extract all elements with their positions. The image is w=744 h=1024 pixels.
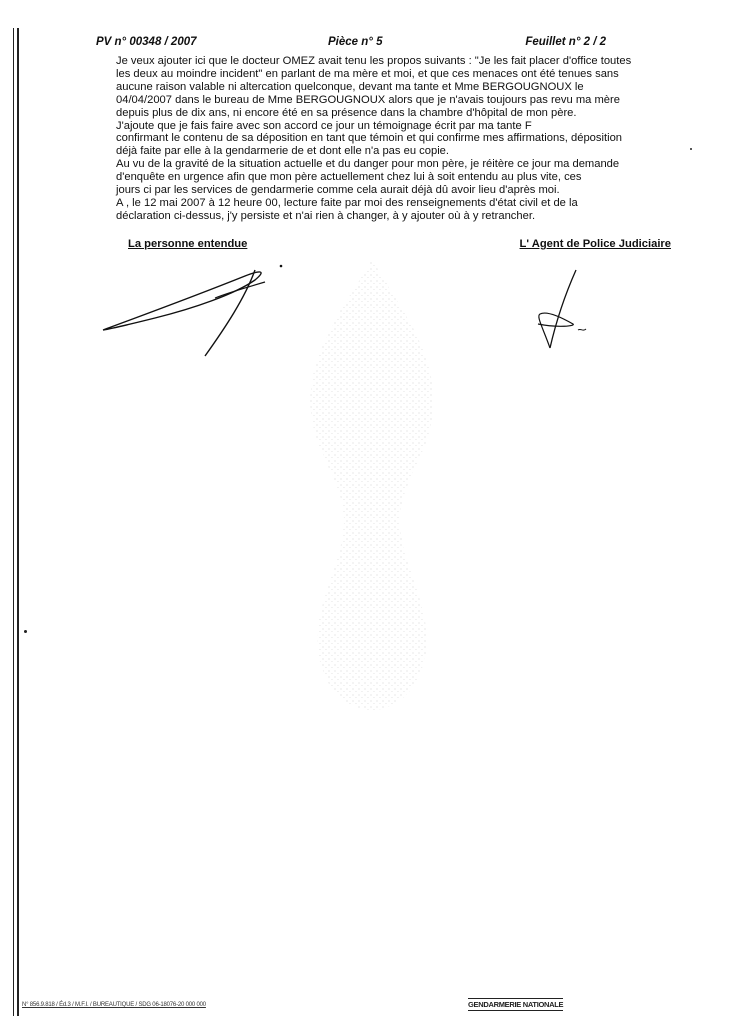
statement-line: jours ci par les services de gendarmerie comme cela aurait déjà dû avoir lieu d'après moi. [116,184,560,197]
statement-line: confirmant le contenu de sa déposition en tant que témoin et qui confirme mes affirmations, déposition [116,132,623,145]
statement-line: d'enquête en urgence afin que mon père actuellement chez lui à soit entendu au plus vite, ces [116,171,582,184]
statement-line: J'ajoute que je fais faire avec son accord ce jour un témoignage écrit par ma tante F [116,119,532,132]
form-reference: N° 856.9.818 / Éd.3 / M.F.I. / BUREAUTIQUE / SDG 06-18076-20 000 000 [22,1002,206,1008]
statement-line: Je veux ajouter ici que le docteur OMEZ avait tenu les propos suivants : "Je les fait placer d'office toutes [116,55,632,67]
officer-signature [528,268,598,358]
left-margin-double-line [17,28,19,1016]
left-margin-line [13,28,14,1016]
statement-line: Au vu de la gravité de la situation actuelle et du danger pour mon père, je réitère ce jour ma demande [116,158,620,171]
page-header [96,36,606,52]
statement-line: A , le 12 mai 2007 à 12 heure 00, lecture faite par moi des renseignements d'état civil et de la [116,196,578,209]
scan-speck [24,630,27,633]
statement-line: depuis plus de dix ans, ni encore été en sa présence dans la chambre d'hôpital de mon père. [116,106,577,119]
witness-signature [95,258,295,363]
pv-number: PV n° 00348 / 2007 [96,36,197,48]
statement-line: 04/04/2007 dans le bureau de Mme BERGOUGNOUX alors que je n'avais toujours pas revu ma mère [116,93,620,106]
statement-body [116,55,676,223]
statement-line: déjà faite par elle à la gendarmerie de et dont elle n'a pas eu copie. [116,145,450,158]
witness-signature-label: La personne entendue [128,238,248,250]
feuillet-number: Feuillet n° 2 / 2 [525,36,606,48]
statement-line: déclaration ci-dessus, j'y persiste et n'ai rien à changer, à y ajouter où à y retrancher. [116,209,536,222]
statement-line: les deux au moindre incident" en parlant de ma mère et moi, et que ces menaces ont été tenues sans [116,67,619,80]
statement-line: aucune raison valable ni altercation quelconque, devant ma tante et Mme BERGOUGNOUX le [116,80,584,93]
officer-signature-label: L' Agent de Police Judiciaire [519,238,671,250]
piece-number: Pièce n° 5 [328,36,383,48]
scan-speck [690,148,692,150]
gendarmerie-footer: GENDARMERIE NATIONALE [468,1000,564,1009]
